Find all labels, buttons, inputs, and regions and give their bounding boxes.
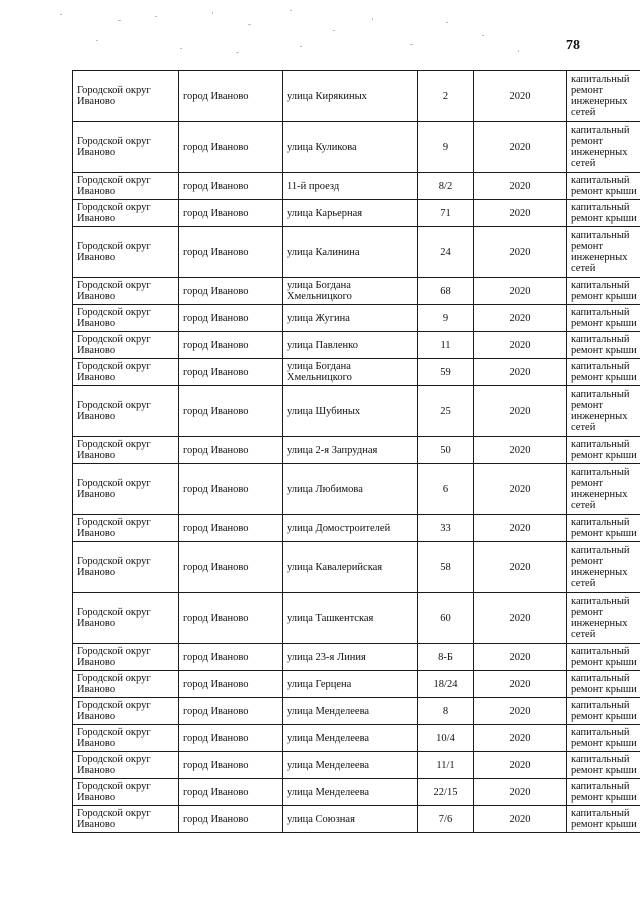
district-cell: Городской округ Иваново	[73, 644, 179, 671]
street-cell: улица Шубиных	[283, 386, 418, 437]
district-cell: Городской округ Иваново	[73, 779, 179, 806]
table-row	[73, 305, 640, 332]
work-type-cell: капитальный ремонт инженерных сетей	[567, 542, 640, 593]
year-cell: 2020	[474, 122, 567, 173]
year-cell: 2020	[474, 593, 567, 644]
year-cell: 2020	[474, 806, 567, 833]
district-cell: Городской округ Иваново	[73, 71, 179, 122]
city-cell: город Иваново	[179, 644, 283, 671]
year-cell: 2020	[474, 359, 567, 386]
year-cell: 2020	[474, 671, 567, 698]
city-cell: город Иваново	[179, 671, 283, 698]
house-number-cell: 9	[418, 305, 474, 332]
work-type-cell: капитальный ремонт инженерных сетей	[567, 122, 640, 173]
street-cell: улица Карьерная	[283, 200, 418, 227]
work-type-cell: капитальный ремонт крыши	[567, 200, 640, 227]
street-cell: улица Калинина	[283, 227, 418, 278]
street-cell: улица Богдана Хмельницкого	[283, 359, 418, 386]
year-cell: 2020	[474, 515, 567, 542]
street-cell: улица Кирякиных	[283, 71, 418, 122]
house-number-cell: 11/1	[418, 752, 474, 779]
district-cell: Городской округ Иваново	[73, 122, 179, 173]
district-cell: Городской округ Иваново	[73, 173, 179, 200]
table-row	[73, 200, 640, 227]
repair-schedule-table	[72, 70, 640, 833]
district-cell: Городской округ Иваново	[73, 542, 179, 593]
city-cell: город Иваново	[179, 698, 283, 725]
house-number-cell: 2	[418, 71, 474, 122]
table-row	[73, 173, 640, 200]
street-cell: улица Жугина	[283, 305, 418, 332]
year-cell: 2020	[474, 644, 567, 671]
house-number-cell: 25	[418, 386, 474, 437]
work-type-cell: капитальный ремонт крыши	[567, 698, 640, 725]
district-cell: Городской округ Иваново	[73, 515, 179, 542]
city-cell: город Иваново	[179, 806, 283, 833]
house-number-cell: 33	[418, 515, 474, 542]
work-type-cell: капитальный ремонт крыши	[567, 515, 640, 542]
work-type-cell: капитальный ремонт крыши	[567, 173, 640, 200]
work-type-cell: капитальный ремонт инженерных сетей	[567, 593, 640, 644]
district-cell: Городской округ Иваново	[73, 386, 179, 437]
year-cell: 2020	[474, 437, 567, 464]
district-cell: Городской округ Иваново	[73, 200, 179, 227]
year-cell: 2020	[474, 278, 567, 305]
street-cell: улица Павленко	[283, 332, 418, 359]
year-cell: 2020	[474, 725, 567, 752]
table-row	[73, 593, 640, 644]
district-cell: Городской округ Иваново	[73, 227, 179, 278]
table-row	[73, 227, 640, 278]
street-cell: улица Куликова	[283, 122, 418, 173]
city-cell: город Иваново	[179, 200, 283, 227]
street-cell: улица Домостроителей	[283, 515, 418, 542]
year-cell: 2020	[474, 698, 567, 725]
city-cell: город Иваново	[179, 332, 283, 359]
table-row	[73, 71, 640, 122]
district-cell: Городской округ Иваново	[73, 437, 179, 464]
work-type-cell: капитальный ремонт крыши	[567, 359, 640, 386]
district-cell: Городской округ Иваново	[73, 725, 179, 752]
street-cell: улица Ташкентская	[283, 593, 418, 644]
house-number-cell: 58	[418, 542, 474, 593]
street-cell: улица Кавалерийская	[283, 542, 418, 593]
year-cell: 2020	[474, 71, 567, 122]
city-cell: город Иваново	[179, 386, 283, 437]
house-number-cell: 71	[418, 200, 474, 227]
table-row	[73, 671, 640, 698]
table-row	[73, 515, 640, 542]
house-number-cell: 22/15	[418, 779, 474, 806]
work-type-cell: капитальный ремонт крыши	[567, 806, 640, 833]
city-cell: город Иваново	[179, 464, 283, 515]
house-number-cell: 59	[418, 359, 474, 386]
table-body	[73, 71, 640, 833]
house-number-cell: 9	[418, 122, 474, 173]
house-number-cell: 11	[418, 332, 474, 359]
city-cell: город Иваново	[179, 515, 283, 542]
city-cell: город Иваново	[179, 542, 283, 593]
table-row	[73, 698, 640, 725]
district-cell: Городской округ Иваново	[73, 278, 179, 305]
table-row	[73, 725, 640, 752]
street-cell: улица 23-я Линия	[283, 644, 418, 671]
street-cell: 11-й проезд	[283, 173, 418, 200]
city-cell: город Иваново	[179, 593, 283, 644]
work-type-cell: капитальный ремонт крыши	[567, 725, 640, 752]
year-cell: 2020	[474, 305, 567, 332]
street-cell: улица Герцена	[283, 671, 418, 698]
district-cell: Городской округ Иваново	[73, 752, 179, 779]
district-cell: Городской округ Иваново	[73, 464, 179, 515]
work-type-cell: капитальный ремонт инженерных сетей	[567, 71, 640, 122]
year-cell: 2020	[474, 332, 567, 359]
city-cell: город Иваново	[179, 725, 283, 752]
year-cell: 2020	[474, 542, 567, 593]
scan-noise	[0, 0, 640, 70]
house-number-cell: 18/24	[418, 671, 474, 698]
district-cell: Городской округ Иваново	[73, 305, 179, 332]
house-number-cell: 50	[418, 437, 474, 464]
table-row	[73, 122, 640, 173]
house-number-cell: 8-Б	[418, 644, 474, 671]
page-number: 78	[566, 38, 580, 53]
work-type-cell: капитальный ремонт крыши	[567, 278, 640, 305]
city-cell: город Иваново	[179, 227, 283, 278]
house-number-cell: 8	[418, 698, 474, 725]
house-number-cell: 7/6	[418, 806, 474, 833]
city-cell: город Иваново	[179, 278, 283, 305]
city-cell: город Иваново	[179, 437, 283, 464]
city-cell: город Иваново	[179, 752, 283, 779]
year-cell: 2020	[474, 464, 567, 515]
city-cell: город Иваново	[179, 779, 283, 806]
district-cell: Городской округ Иваново	[73, 332, 179, 359]
street-cell: улица Богдана Хмельницкого	[283, 278, 418, 305]
year-cell: 2020	[474, 386, 567, 437]
work-type-cell: капитальный ремонт крыши	[567, 779, 640, 806]
district-cell: Городской округ Иваново	[73, 359, 179, 386]
house-number-cell: 68	[418, 278, 474, 305]
street-cell: улица Менделеева	[283, 779, 418, 806]
street-cell: улица Менделеева	[283, 698, 418, 725]
table-row	[73, 752, 640, 779]
house-number-cell: 24	[418, 227, 474, 278]
district-cell: Городской округ Иваново	[73, 593, 179, 644]
year-cell: 2020	[474, 227, 567, 278]
work-type-cell: капитальный ремонт крыши	[567, 332, 640, 359]
work-type-cell: капитальный ремонт крыши	[567, 644, 640, 671]
street-cell: улица Союзная	[283, 806, 418, 833]
house-number-cell: 6	[418, 464, 474, 515]
table-row	[73, 806, 640, 833]
work-type-cell: капитальный ремонт инженерных сетей	[567, 386, 640, 437]
table-row	[73, 359, 640, 386]
house-number-cell: 10/4	[418, 725, 474, 752]
street-cell: улица Менделеева	[283, 725, 418, 752]
city-cell: город Иваново	[179, 122, 283, 173]
city-cell: город Иваново	[179, 359, 283, 386]
table-row	[73, 464, 640, 515]
work-type-cell: капитальный ремонт инженерных сетей	[567, 227, 640, 278]
work-type-cell: капитальный ремонт крыши	[567, 671, 640, 698]
city-cell: город Иваново	[179, 305, 283, 332]
table-row	[73, 278, 640, 305]
year-cell: 2020	[474, 200, 567, 227]
work-type-cell: капитальный ремонт крыши	[567, 752, 640, 779]
table-row	[73, 437, 640, 464]
house-number-cell: 8/2	[418, 173, 474, 200]
street-cell: улица Менделеева	[283, 752, 418, 779]
district-cell: Городской округ Иваново	[73, 806, 179, 833]
table-row	[73, 542, 640, 593]
work-type-cell: капитальный ремонт крыши	[567, 437, 640, 464]
table-row	[73, 332, 640, 359]
street-cell: улица 2-я Запрудная	[283, 437, 418, 464]
table-row	[73, 644, 640, 671]
district-cell: Городской округ Иваново	[73, 698, 179, 725]
year-cell: 2020	[474, 752, 567, 779]
year-cell: 2020	[474, 779, 567, 806]
city-cell: город Иваново	[179, 173, 283, 200]
year-cell: 2020	[474, 173, 567, 200]
house-number-cell: 60	[418, 593, 474, 644]
district-cell: Городской округ Иваново	[73, 671, 179, 698]
city-cell: город Иваново	[179, 71, 283, 122]
work-type-cell: капитальный ремонт инженерных сетей	[567, 464, 640, 515]
work-type-cell: капитальный ремонт крыши	[567, 305, 640, 332]
street-cell: улица Любимова	[283, 464, 418, 515]
table-row	[73, 779, 640, 806]
table-row	[73, 386, 640, 437]
